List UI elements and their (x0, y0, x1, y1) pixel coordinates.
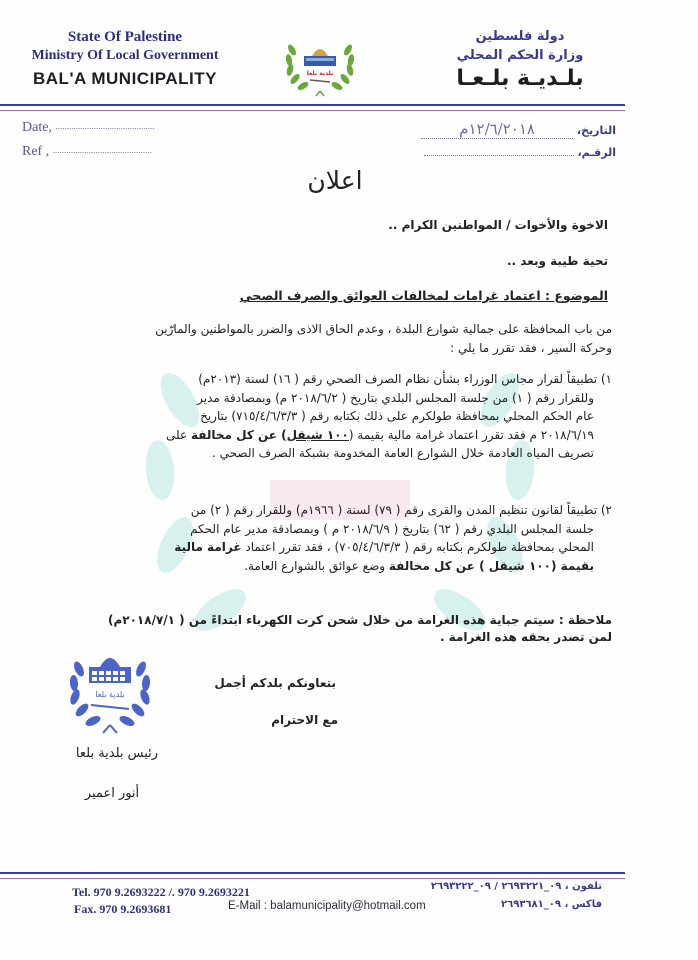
item1-line: تصريف المياه العادمة خلال الشوارع العامة المخدومة بشبكة الصرف الصحي . (212, 446, 594, 460)
salutation: تحية طيبة وبعد .. (506, 254, 608, 268)
municipality-name-ar: بلـديـة بلـعـا (456, 66, 584, 91)
date-field-en (22, 120, 154, 136)
footer-fax-ar: فاكس ، ٠٩_٢٦٩٣٦٨١ (501, 899, 602, 910)
greeting: الاخوة والأخوات / المواطنين الكرام .. (388, 218, 608, 232)
date-value-handwritten: ١٢/٦/٢٠١٨م (421, 120, 573, 139)
state-name-en: State Of Palestine (67, 29, 183, 45)
item1-line: وللقرار رقم ( ١) من جلسة المجلس البلدي بتاريخ ( ٢٠١٨/٦/٢ م) وبمصادقة مدير (197, 390, 594, 405)
item2-line3-pre: المحلي بمحافظة طولكرم بكتابه رقم ( ٧٠٥/٤/٦/٣/٣) ، فقد تقرر اعتماد (241, 540, 594, 554)
note-paragraph (52, 612, 612, 646)
intro-paragraph (52, 320, 612, 357)
decision-item-1 (52, 370, 612, 463)
signatory-name: أنور اعمير (84, 786, 140, 801)
item1-line4-post: على (166, 427, 191, 442)
decision-item-2 (52, 501, 612, 575)
item1-line4-bold: ) عن كل مخالفة (190, 427, 287, 442)
header-arabic (430, 28, 610, 92)
footer-phone-ar: تلفون ، ٠٩_٢٦٩٣٢٢١ / ٠٩_٢٦٩٣٢٢٢ (430, 881, 602, 892)
municipality-logo-icon (282, 36, 358, 98)
state-name-ar: دولة فلسطين (475, 29, 565, 44)
ref-field-ar (424, 146, 616, 159)
svg-text:بلدية بلعا: بلدية بلعا (306, 70, 334, 77)
municipality-name-en: BAL'A MUNICIPALITY (33, 69, 217, 88)
footer-divider (0, 872, 625, 879)
item1-line (52, 426, 612, 445)
date-label-ar: التاريخ، (576, 124, 616, 137)
date-dotted-line: ............................................ (55, 121, 155, 131)
document-title: اعلان (307, 166, 363, 195)
intro-line: من باب المحافظة على جمالية شوارع البلدة ، وعدم الحاق الاذى والضرر بالمواطنين والمارّين (155, 322, 612, 336)
regards: مع الاحترام (271, 713, 338, 727)
fine-amount-1: ١٠٠ شيقل (286, 427, 349, 442)
footer-email[interactable]: E-Mail : balamunicipality@hotmail.com (228, 900, 426, 912)
ref-dotted-line: ............................................ (52, 145, 152, 155)
footer-fax-en: Fax. 970 9.2693681 (74, 902, 172, 916)
item1-line: ١) تطبيقاً لقرار مجاس الوزراء بشأن نظام الصرف الصحي رقم ( ١٦) لسنة (٢٠١٣م) (198, 372, 612, 386)
date-label-en: Date, (22, 120, 52, 135)
item1-line4-pre: ٢٠١٨/٦/١٩ م فقد تقرر اعتماد غرامة مالية بقيمة ( (348, 427, 594, 442)
header-divider (0, 104, 625, 111)
header-english (20, 28, 230, 91)
ref-value-line (424, 147, 574, 156)
ministry-name-ar: وزارة الحكم المحلي (456, 48, 584, 63)
ministry-name-en: Ministry Of Local Government (31, 48, 219, 63)
note-line: ملاحظة : سيتم جباية هذه الغرامة من خلال شحن كرت الكهرباء ابتداءً من ( ٢٠١٨/٧/١م) (108, 613, 612, 627)
subject-line: الموضوع : اعتماد غرامات لمخالفات العوائق والصرف الصحي (239, 288, 608, 303)
item2-line (52, 557, 612, 576)
item2-line3-bold: غرامة مالية (174, 540, 242, 554)
date-field-ar (421, 120, 616, 139)
ref-label-en: Ref , (22, 144, 50, 159)
municipality-stamp-icon (65, 647, 155, 737)
item2-line4-post: وضع عوائق بالشوارع العامة. (244, 558, 389, 573)
intro-line: وحركة السير ، فقد تقرر ما يلي : (450, 340, 612, 355)
ref-label-ar: الرقـم، (577, 146, 616, 159)
note-line: لمن تصدر بحقه هذه الغرامة . (439, 630, 612, 644)
item2-line: جلسة المجلس البلدي رقم ( ٦٢) بتاريخ ( ٢٠١٨/٦/٩ م ) وبمصادقة مدير عام الحكم (190, 521, 594, 536)
signatory-title: رئيس بلدية بلعا (75, 746, 159, 761)
closing-phrase: بتعاونكم بلدكم أجمل (214, 676, 336, 690)
footer-phone-en: Tel. 970 9.2693222 /. 970 9.2693221 (72, 885, 250, 899)
item2-line (52, 538, 612, 557)
fine-amount-2: بقيمة (١٠٠ شيقل ) عن كل مخالفة (388, 558, 594, 573)
ref-field-en (22, 144, 152, 160)
item1-line: عام الحكم المحلي بمحافظة طولكرم على ذلك بكتابه رقم ( ٧١٥/٤/٦/٣/٣) بتاريخ (200, 409, 594, 423)
stamp-text: بلدية بلعا (95, 690, 125, 699)
item2-line: ٢) تطبيقاً لقانون تنظيم المدن والقرى رقم ( ٧٩) لسنة ( ١٩٦٦م) وللقرار رقم ( ٢) من (190, 503, 612, 517)
